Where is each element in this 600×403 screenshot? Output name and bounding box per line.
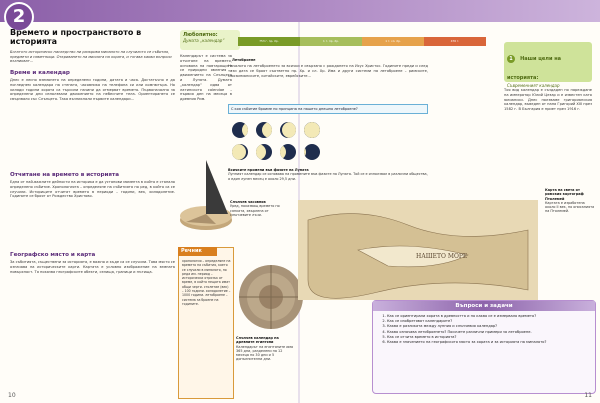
moon-phase-7: [280, 144, 296, 160]
timeline-caption: [232, 58, 292, 62]
timeline-text: Началото на летоброенето за всички е свързано с раждането на Исус Христос. Годините преди и след тази дата се броят съответно пр. Хр. и сл. Хр. Има и други системи на летоброене – римските, мюсюлманските, китайските, еврейските...: [228, 64, 428, 78]
section-heading-time: Време и календар: [10, 70, 70, 76]
ancient-map-image: [298, 200, 538, 300]
section-text-chronology: Една от най-важните дейности на историка е да установи момента в който е станало определено събитие. Хронологията – определяне на събитията по ред, в който са се случили. Историците отчитат времето в периоди – години, век, хилядолетие. Годините се броят от Рождество Христово.: [10, 180, 175, 199]
callout-sub: Думата „календар“: [183, 38, 225, 43]
moon-caption: [228, 168, 428, 181]
moon-phase-5: [232, 144, 248, 160]
intro-text: Богатото историческо наследство ни разкрива миналото на случилото се събития, предмети и паметници. Откриването на мисията на хората, и тогава какви въпроси възникват...: [10, 50, 172, 63]
questions-list: [379, 314, 593, 345]
aside-callout: [504, 42, 592, 88]
map-caption: [545, 188, 595, 214]
callout-label: Любопитно:: [183, 32, 218, 38]
questions-title: Въпроси и задачи: [373, 301, 595, 311]
question-item: 3. Каква е разликата между лунния и слънчевия календар?: [387, 324, 593, 329]
calendar-caption-title: Слънчев календар на древните египтяни: [236, 336, 279, 345]
glossary-box: [178, 247, 234, 399]
page-number-right: 11: [584, 392, 592, 399]
glossary-text: хронология – определяне на времето на събития, което се случили в миналото, по реда им. период – исторически отрязък от време, в който нещата имат общи черти. столетие (век) – 100 години. хилядолетие – 1000 години. летоброене – система за броене на годините.: [182, 259, 231, 306]
timeline-bar: [228, 33, 496, 57]
timeline-seg-3: 1 г. сл. Хр.: [362, 37, 424, 46]
moon-caption-text: Лунният календар се основава на промените във фазите на Луната. Той се е използвал в различни общества, а един лунен месец е около 29,5 дни.: [228, 172, 428, 181]
aside-text: Тоя вид календар е създаден по нареждане на император Юлий Цезар и е известен като юлиански. Днес ползваме григорианския календар, въведен от папа Григорий XIII през 1582 г. В България е приет през 1916 г.: [504, 88, 592, 112]
moon-phase-6: [256, 144, 272, 160]
question-item: 4. Какво означава летоброенето? Посочете различни примери за летоброене.: [387, 330, 593, 335]
moon-phase-2: [256, 122, 272, 138]
moon-phase-4: [304, 122, 320, 138]
timeline-seg-1: 753 г. пр. Хр.: [238, 37, 300, 46]
aside-sub: Съвременният календар: [507, 83, 560, 88]
page-number-left: 10: [8, 392, 16, 399]
calendar-caption-text: Календарът на египтяните има 365 дни, разделени на 12 месеца по 30 дни и 5 допълнителни дни.: [236, 344, 294, 362]
sundial-caption: [230, 200, 288, 217]
section-heading-chronology: Отчитане на времето в историята: [10, 172, 120, 178]
questions-box: [372, 300, 596, 394]
map-caption-text: Картата е изработена около II век, по описанията на Птолемей.: [545, 200, 595, 214]
question-item: 5. Как се отчита времето в историята?: [387, 335, 593, 340]
stone-calendar-image: [236, 262, 306, 332]
moon-phase-3: [280, 122, 296, 138]
page-title: Времето и пространството в историята: [10, 28, 142, 46]
section-text-time: Днес е лесно вземането на определени години, датата и часа. Достатъчно е да погледнем календара на стената, часовника на телефона си или компютъра. Но хиляди години хората са търсили начини да отмерват времето. Първоначално за определени дни използвали движението на небесните тела. Ориентирането се свързвало със Слънцето. Така възникнали първите календари...: [10, 78, 175, 102]
question-item: 1. Как се ориентирали хората в древността и по какво се е измервало времето?: [387, 314, 593, 319]
moon-phase-8: [304, 144, 320, 160]
timeline-question: С коя събитие броиме по принципа на нашето днешно летоброене?: [228, 104, 428, 114]
question-item: 6. Каква е значението на географското място за хората и за историята на миналото?: [387, 340, 593, 345]
chapter-header-bar: [0, 0, 600, 22]
section-heading-geography: Географско място и карта: [10, 252, 96, 258]
sundial-caption-text: Уред, показващ времето по сянката, хвърлена от слънчевите лъчи.: [230, 204, 280, 217]
moon-phases-row: [226, 120, 432, 164]
callout-text: Календарът е система за отчитане на времето, основана на повтарящите се природни явления – движението на Слънцето и Луната. Думата „календар“ идва от латинското calendae – първия ден на месеца в древния Рим.: [180, 54, 232, 102]
aside-number: 1: [507, 55, 515, 63]
map-caption-title: Карта на света от римския картограф Птолемей: [545, 188, 584, 201]
section-text-geography: За събитията, съществени за историята, е важно и къде са се случили. Това място се означава на историческите карти. Картата е условно изображение на земната повърхност. Тя показва географските обекти, селища, граници и пътища.: [10, 260, 175, 274]
moon-caption-title: Всичките промени във фазите на Луната: [228, 168, 309, 172]
timeline-caption-title: Летоброене: [232, 58, 256, 62]
calendar-caption: [236, 336, 296, 362]
glossary-title: Речник: [178, 247, 217, 256]
timeline-seg-2: 1 г. пр. Хр.: [300, 37, 362, 46]
chapter-number-badge: 2: [4, 2, 34, 32]
question-item: 2. Как се изобретяват календарите?: [387, 319, 593, 324]
timeline-seg-4: 476 г.: [424, 37, 486, 46]
map-sea-label: НАШЕТО МОРЕ: [416, 253, 468, 260]
aside-label: Наши цели на историята:: [507, 56, 562, 81]
moon-phase-1: [232, 122, 248, 138]
sundial-caption-title: Слънчев часовник: [230, 200, 266, 204]
